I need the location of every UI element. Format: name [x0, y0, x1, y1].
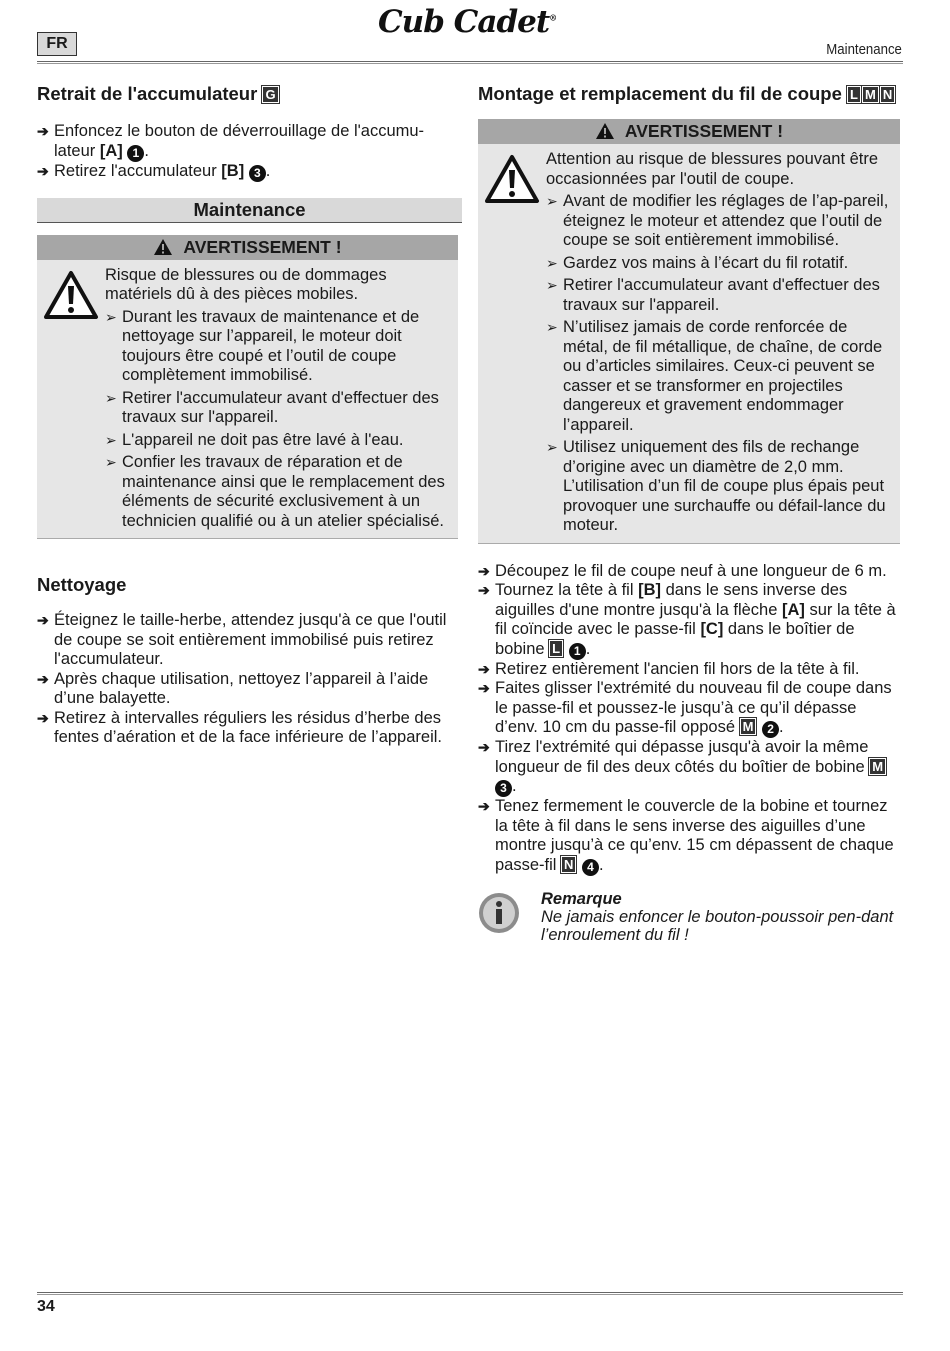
- warning-list: [546, 192, 892, 536]
- figure-badge: M: [862, 86, 879, 103]
- warning-item-text: Gardez vos mains à l’écart du fil rotatif.: [563, 253, 849, 272]
- step-text: Faites glisser l'extrémité du nouveau fil de coupe dans le passe-fil et poussez-le jusqu’à ce qu’il dépasse d’env. 10 cm du passe-fil opposé: [495, 679, 892, 736]
- arrow-icon: ➔: [478, 798, 490, 814]
- figure-badge: L: [549, 640, 563, 657]
- list-item: [37, 162, 462, 182]
- arrow-icon: ➔: [478, 582, 490, 598]
- number-circle: 2: [762, 721, 779, 738]
- arrow-icon: ➔: [37, 612, 49, 628]
- step-end: .: [144, 141, 149, 160]
- warning-item-text: Avant de modifier les réglages de l’ap-pareil, éteignez le moteur et attendez que l’outil de coupe se soit entièrement immobilisé.: [563, 192, 889, 249]
- warning-header: [478, 119, 900, 144]
- warning-item-text: Durant les travaux de maintenance et de nettoyage sur l’appareil, le moteur doit toujours être coupé et l’outil de coupe complètement immobilisé.: [122, 307, 420, 384]
- list-item: [478, 562, 900, 582]
- step-text: dans le sens inverse des aiguilles d'une montre jusqu'à la flèche: [495, 581, 848, 619]
- note-title: Remarque: [541, 889, 622, 908]
- figure-badge: M: [740, 718, 757, 735]
- step-text: Tirez l'extrémité qui dépasse jusqu'à avoir la même longueur de fil des deux côtés du boîtier de bobine: [495, 738, 870, 776]
- warning-label: AVERTISSEMENT !: [183, 236, 342, 257]
- chevron-right-icon: ➢: [105, 454, 117, 470]
- header-rule: [37, 61, 903, 64]
- list-item: [37, 670, 462, 709]
- warning-item-text: Confier les travaux de réparation et de maintenance ainsi que le remplacement des éléments de sécurité exclusivement à un technicien qualifié ou à un atelier spécialisé.: [122, 453, 445, 530]
- warning-icon: [484, 154, 540, 204]
- step-text: dans le boîtier de bobine: [495, 620, 855, 658]
- step-text: Retirez entièrement l'ancien fil hors de la tête à fil.: [495, 659, 860, 678]
- warning-intro: Attention au risque de blessures pouvant être occasionnées par l'outil de coupe.: [546, 150, 879, 188]
- nettoyage-heading: Nettoyage: [37, 574, 127, 595]
- warning-small-icon: [153, 238, 173, 256]
- number-circle: 1: [127, 145, 144, 162]
- list-item: [478, 738, 900, 797]
- section-title: Maintenance: [826, 41, 902, 58]
- list-item: [105, 431, 450, 451]
- montage-title: Montage et remplacement du fil de coupe: [478, 83, 842, 104]
- chevron-right-icon: ➢: [105, 389, 117, 406]
- callout-ref: [A]: [781, 600, 805, 619]
- language-badge: FR: [37, 32, 77, 56]
- step-text: Découpez le fil de coupe neuf à une longueur de 6 m.: [495, 561, 887, 580]
- warning-icon: [43, 270, 99, 320]
- list-item: [37, 122, 462, 162]
- registered-mark: ®: [549, 12, 557, 23]
- warning-item-text: Retirer l'accumulateur avant d'effectuer des travaux sur l'appareil.: [122, 388, 439, 426]
- figure-badge: L: [847, 86, 861, 103]
- step-text: Retirez à intervalles réguliers les résidus d’herbe des fentes d’aération et de la face inférieure de l’appareil.: [54, 708, 442, 746]
- arrow-icon: ➔: [478, 680, 490, 696]
- retrait-heading: [37, 82, 462, 105]
- list-item: [546, 276, 892, 315]
- warning-box: [478, 119, 900, 544]
- chevron-right-icon: ➢: [546, 277, 558, 293]
- footer-rule: [37, 1292, 903, 1295]
- list-item: [546, 254, 892, 274]
- chevron-right-icon: ➢: [546, 439, 558, 455]
- step-end: .: [779, 718, 784, 736]
- callout-ref: [B]: [638, 581, 661, 599]
- warning-item-text: N’utilisez jamais de corde renforcée de métal, de fil métallique, de chaîne, de corde ou d’articles similaires. Ceux-ci peuvent se casser et se transformer en projectiles dangereux et gravement endommager l’appareil.: [563, 318, 883, 434]
- step-text: Après chaque utilisation, nettoyez l’appareil à l’aide d’une balayette.: [54, 669, 429, 707]
- step-end: .: [585, 639, 591, 658]
- step-end: .: [265, 161, 271, 180]
- arrow-icon: ➔: [37, 162, 49, 179]
- number-circle: 3: [249, 165, 266, 182]
- warning-body: [478, 144, 900, 543]
- arrow-icon: ➔: [478, 660, 490, 677]
- spacer-text: [244, 162, 249, 180]
- chevron-right-icon: ➢: [546, 254, 558, 271]
- list-item: [105, 453, 450, 531]
- warning-header: [37, 235, 458, 260]
- maintenance-bar: Maintenance: [37, 198, 462, 223]
- callout-ref: [C]: [700, 620, 724, 638]
- callout-ref: [B]: [221, 161, 245, 180]
- list-item: [478, 797, 900, 876]
- warning-list: [105, 308, 450, 532]
- number-circle: 3: [495, 780, 512, 797]
- warning-intro: Risque de blessures ou de dommages matériels dû à des pièces mobiles.: [105, 265, 387, 303]
- list-item: [478, 581, 900, 660]
- warning-item-text: L'appareil ne doit pas être lavé à l'eau.: [122, 430, 404, 449]
- figure-badge: G: [262, 86, 278, 103]
- step-text: Tenez fermement le couvercle de la bobine et tournez la tête à fil dans le sens inverse des aiguilles d’une montre jusqu’à ce qu’env. 15 cm dépassent de chaque passe-fil: [495, 797, 894, 874]
- chevron-right-icon: ➢: [546, 319, 558, 335]
- list-item: [546, 192, 892, 251]
- warning-label: AVERTISSEMENT !: [624, 121, 784, 141]
- montage-heading: [478, 82, 900, 105]
- arrow-icon: ➔: [478, 562, 490, 579]
- note-box: [478, 890, 900, 944]
- step-text: Tournez la tête à fil: [495, 581, 639, 599]
- retrait-steps: [37, 122, 462, 182]
- figure-badge: M: [869, 758, 886, 775]
- warning-item-text: Utilisez uniquement des fils de rechange d’origine avec un diamètre de 2,0 mm. L’utilisation d’un fil de coupe plus épais peut provoquer une surchauffe ou défail-lance du moteur.: [563, 438, 886, 534]
- number-circle: 4: [582, 859, 599, 876]
- warning-body: [37, 260, 458, 539]
- list-item: [478, 679, 900, 738]
- brand-name: Cub Cadet: [378, 4, 550, 40]
- list-item: [478, 660, 900, 680]
- warning-box: [37, 235, 458, 540]
- note-text: Ne jamais enfoncer le bouton-poussoir pen-dant l’enroulement du fil !: [541, 907, 894, 944]
- warning-small-icon: [595, 122, 615, 140]
- step-end: .: [599, 855, 604, 874]
- step-text: Enfoncez le bouton de déverrouillage de l'accumu-lateur: [54, 122, 425, 160]
- arrow-icon: ➔: [37, 670, 49, 687]
- brand-logo: [378, 4, 556, 40]
- step-text: sur la tête à fil coïncide avec le passe-fil: [495, 600, 896, 638]
- retrait-title: Retrait de l'accumulateur: [37, 83, 258, 104]
- list-item: [546, 318, 892, 435]
- list-item: [37, 611, 462, 670]
- step-text: Éteignez le taille-herbe, attendez jusqu'à ce que l'outil de coupe se soit entièrement immobilisé puis retirez l'accumulateur.: [54, 611, 447, 668]
- spacer-text: [564, 640, 569, 658]
- chevron-right-icon: ➢: [546, 193, 558, 209]
- chevron-right-icon: ➢: [105, 431, 117, 448]
- left-column: [37, 82, 462, 748]
- warning-item-text: Retirer l'accumulateur avant d'effectuer des travaux sur l'appareil.: [563, 276, 880, 314]
- arrow-icon: ➔: [37, 123, 49, 139]
- step-end: .: [512, 777, 517, 795]
- list-item: [105, 308, 450, 386]
- step-text: Retirez l'accumulateur: [54, 161, 222, 180]
- right-column: [478, 82, 900, 944]
- info-icon: [478, 892, 520, 934]
- callout-ref: [A]: [99, 141, 123, 160]
- figure-badge: N: [880, 86, 895, 103]
- arrow-icon: ➔: [478, 739, 490, 755]
- number-circle: 1: [569, 643, 586, 660]
- montage-steps: [478, 562, 900, 876]
- chevron-right-icon: ➢: [105, 308, 117, 325]
- nettoyage-steps: [37, 611, 462, 748]
- page-number: 34: [37, 1298, 55, 1315]
- list-item: [105, 389, 450, 428]
- arrow-icon: ➔: [37, 709, 49, 726]
- list-item: [546, 438, 892, 536]
- figure-badge: N: [561, 856, 576, 873]
- list-item: [37, 709, 462, 748]
